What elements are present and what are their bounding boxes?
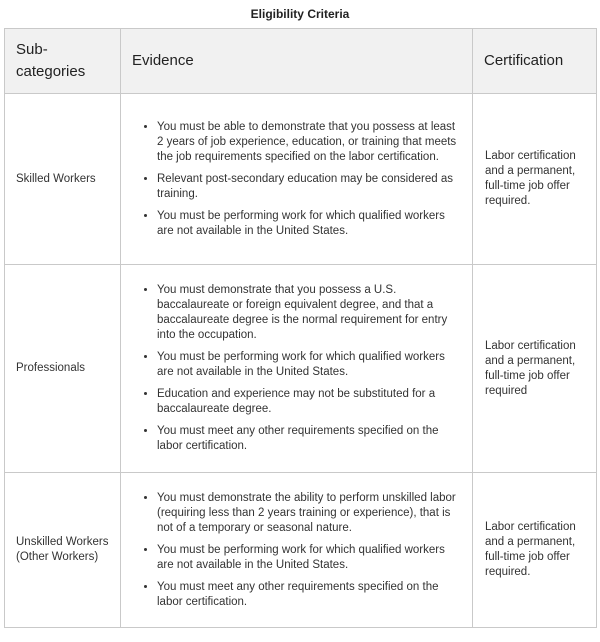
table-row bbox=[5, 265, 597, 473]
evidence-cell bbox=[121, 473, 473, 628]
subcategory-cell: Unskilled Workers (Other Workers) bbox=[5, 473, 121, 628]
subcategory-cell: Skilled Workers bbox=[5, 94, 121, 265]
header-subcategories: Sub-categories bbox=[5, 29, 121, 94]
evidence-item: • You must be performing work for which qualified workers are not available in the United States. bbox=[157, 209, 462, 239]
evidence-cell bbox=[121, 265, 473, 473]
evidence-item: • Education and experience may not be substituted for a baccalaureate degree. bbox=[157, 387, 462, 417]
evidence-item: • You must demonstrate that you possess a U.S. baccalaureate or foreign equivalent degree, and that a baccalaureate degree is the normal requirement for entry into the occupation. bbox=[157, 283, 462, 343]
evidence-list bbox=[137, 491, 462, 610]
evidence-item: • You must be performing work for which qualified workers are not available in the United States. bbox=[157, 350, 462, 380]
evidence-item: • You must demonstrate the ability to perform unskilled labor (requiring less than 2 years training or experience), that is not of a temporary or seasonal nature. bbox=[157, 491, 462, 536]
evidence-item: • You must be performing work for which qualified workers are not available in the United States. bbox=[157, 543, 462, 573]
evidence-list bbox=[137, 283, 462, 454]
table-caption: Eligibility Criteria bbox=[250, 7, 350, 21]
header-evidence: Evidence bbox=[121, 29, 473, 94]
table-header-row bbox=[5, 29, 597, 94]
subcategory-cell: Professionals bbox=[5, 265, 121, 473]
evidence-cell bbox=[121, 94, 473, 265]
evidence-item: • Relevant post-secondary education may be considered as training. bbox=[157, 172, 462, 202]
evidence-item: • You must meet any other requirements specified on the labor certification. bbox=[157, 580, 462, 610]
table-row bbox=[5, 473, 597, 628]
certification-cell: Labor certification and a permanent, full-time job offer required. bbox=[473, 473, 597, 628]
header-certification: Certification bbox=[473, 29, 597, 94]
table-row bbox=[5, 94, 597, 265]
certification-cell: Labor certification and a permanent, full-time job offer required. bbox=[473, 94, 597, 265]
eligibility-criteria-table bbox=[4, 28, 597, 628]
evidence-item: • You must meet any other requirements specified on the labor certification. bbox=[157, 424, 462, 454]
evidence-list bbox=[137, 120, 462, 239]
evidence-item: • You must be able to demonstrate that you possess at least 2 years of job experience, education, or training that meets the job requirements specified on the labor certification. bbox=[157, 120, 462, 165]
certification-cell: Labor certification and a permanent, full-time job offer required bbox=[473, 265, 597, 473]
